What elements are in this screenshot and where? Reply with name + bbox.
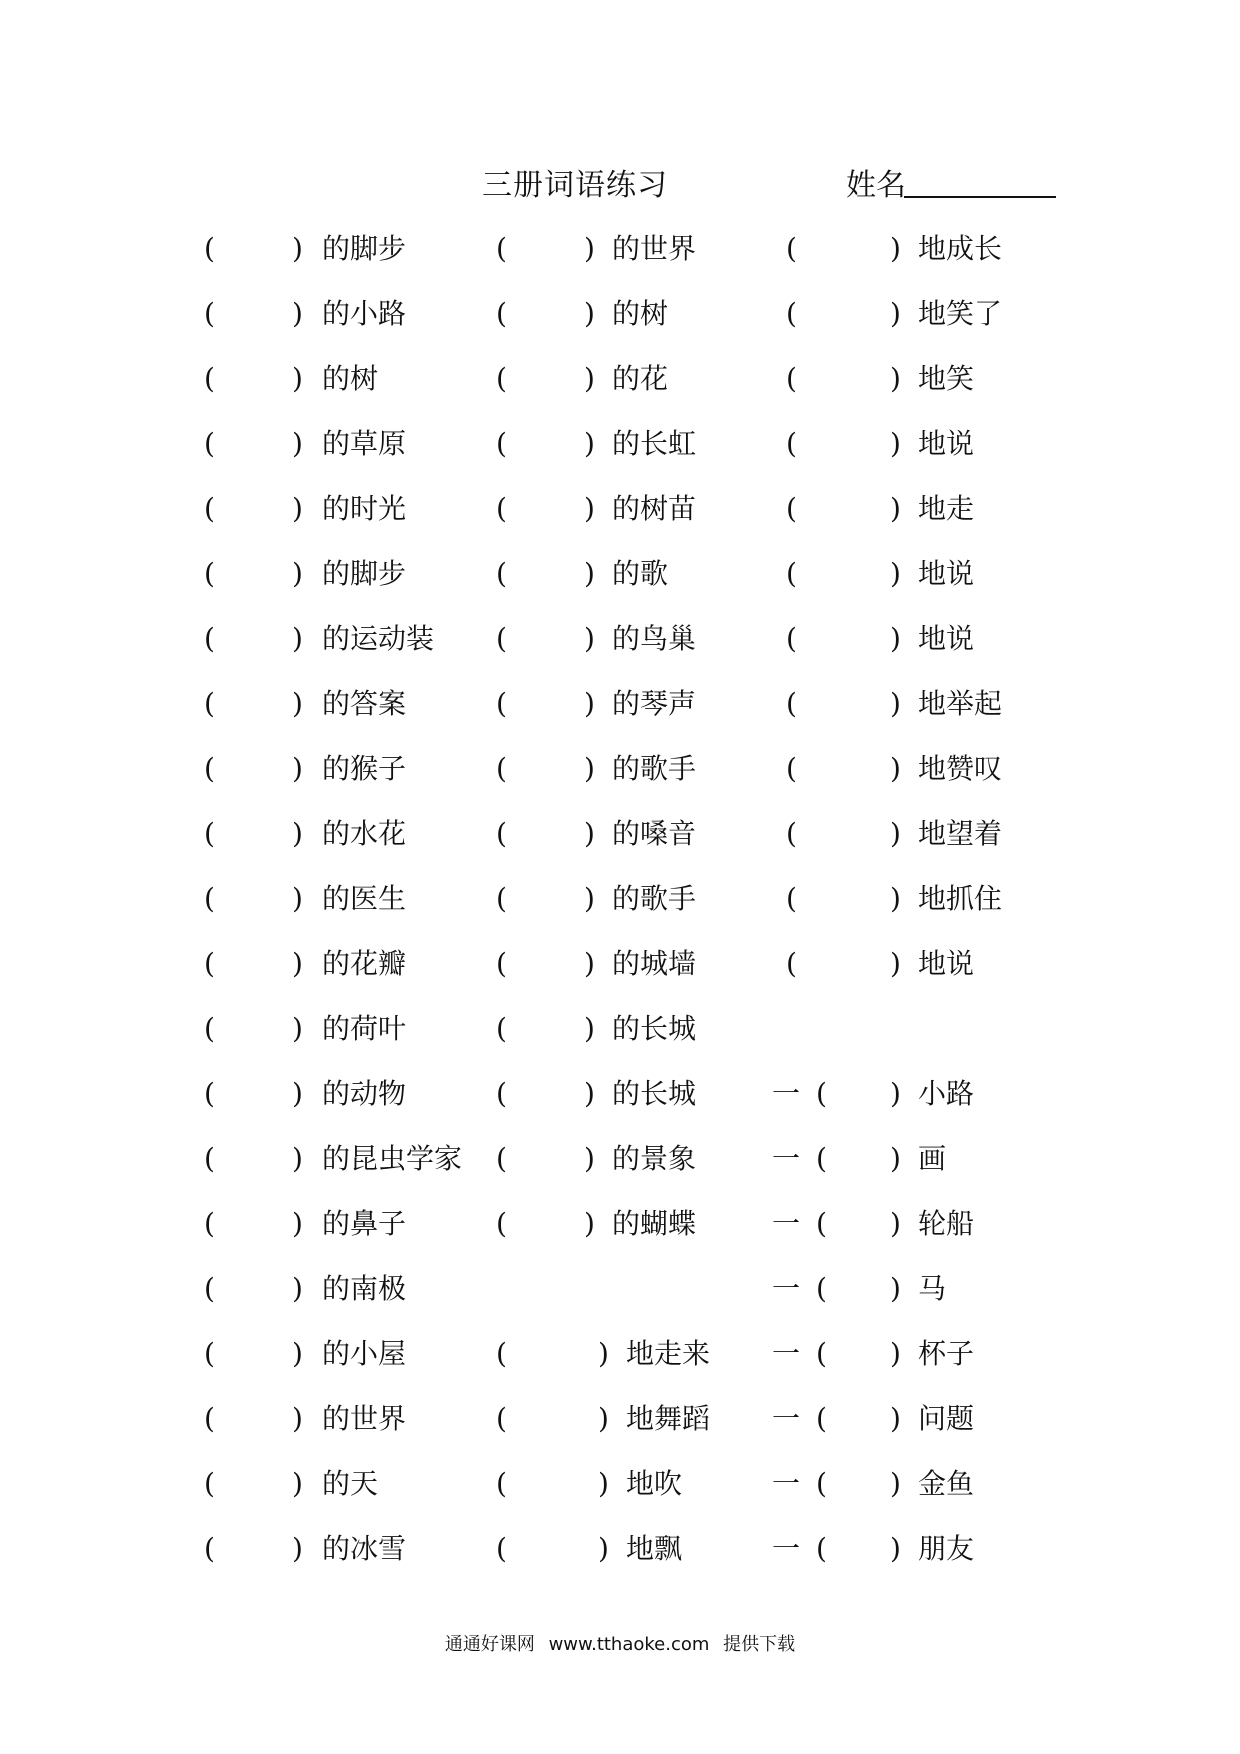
column1-word: 的小路 [322,297,407,330]
close-paren: ) [890,557,901,590]
answer-blank[interactable] [514,229,580,269]
close-paren: ) [584,947,595,980]
answer-blank[interactable] [514,749,580,789]
exercise-row [0,879,1240,919]
yi-prefix: 一 [772,1467,801,1500]
open-paren: ( [496,1467,507,1500]
close-paren: ) [890,817,901,850]
exercise-row [0,619,1240,659]
column3-word: 地说 [918,947,975,980]
open-paren: ( [204,1402,215,1435]
open-paren: ( [496,362,507,395]
close-paren: ) [292,1142,303,1175]
exercise-row [0,814,1240,854]
column3-word: 地成长 [918,232,1003,265]
open-paren: ( [496,1207,507,1240]
open-paren: ( [496,622,507,655]
answer-blank[interactable] [804,814,888,854]
column1-word: 的水花 [322,817,407,850]
open-paren: ( [496,817,507,850]
open-paren: ( [204,297,215,330]
exercise-row [0,1074,1240,1114]
column1-word: 的答案 [322,687,407,720]
column1-word: 的花瓣 [322,947,407,980]
column2-word: 的世界 [612,232,697,265]
answer-blank[interactable] [804,359,888,399]
column3-word: 地望着 [918,817,1003,850]
exercise-row [0,554,1240,594]
close-paren: ) [890,297,901,330]
answer-blank[interactable] [834,1334,888,1374]
open-paren: ( [816,1532,827,1565]
answer-blank[interactable] [804,944,888,984]
close-paren: ) [292,362,303,395]
exercise-row [0,1399,1240,1439]
column2-word: 的嗓音 [612,817,697,850]
open-paren: ( [204,622,215,655]
answer-blank[interactable] [514,424,580,464]
exercise-row [0,294,1240,334]
column3-word: 地笑 [918,362,975,395]
close-paren: ) [292,1272,303,1305]
answer-blank[interactable] [222,1464,288,1504]
answer-blank[interactable] [222,1269,288,1309]
open-paren: ( [204,1272,215,1305]
column2-word: 的歌 [612,557,669,590]
answer-blank[interactable] [514,879,580,919]
answer-blank[interactable] [514,1009,580,1049]
answer-blank[interactable] [222,1139,288,1179]
close-paren: ) [890,427,901,460]
close-paren: ) [292,232,303,265]
exercise-row [0,1204,1240,1244]
answer-blank[interactable] [514,1074,580,1114]
column1-word: 的脚步 [322,232,407,265]
close-paren: ) [584,1012,595,1045]
open-paren: ( [786,427,797,460]
answer-blank[interactable] [222,424,288,464]
close-paren: ) [292,752,303,785]
open-paren: ( [204,1012,215,1045]
close-paren: ) [292,817,303,850]
answer-blank[interactable] [222,619,288,659]
open-paren: ( [496,557,507,590]
footer-site-name: 通通好课网 [444,1634,535,1655]
answer-blank[interactable] [514,619,580,659]
answer-blank[interactable] [222,489,288,529]
open-paren: ( [204,492,215,525]
column3-measure-word: 杯子 [918,1337,975,1370]
open-paren: ( [496,492,507,525]
close-paren: ) [292,1337,303,1370]
close-paren: ) [598,1532,609,1565]
column2-word: 的长城 [612,1012,697,1045]
close-paren: ) [890,1207,901,1240]
answer-blank[interactable] [804,229,888,269]
open-paren: ( [786,557,797,590]
answer-blank[interactable] [514,489,580,529]
open-paren: ( [816,1467,827,1500]
open-paren: ( [204,1207,215,1240]
page-title: 三册词语练习 [482,168,668,203]
open-paren: ( [786,297,797,330]
close-paren: ) [584,232,595,265]
open-paren: ( [496,297,507,330]
column2-word: 的城墙 [612,947,697,980]
column1-word: 的世界 [322,1402,407,1435]
answer-blank[interactable] [222,1074,288,1114]
close-paren: ) [890,687,901,720]
answer-blank[interactable] [222,1204,288,1244]
answer-blank[interactable] [222,1334,288,1374]
footer-url[interactable]: www.tthaoke.com [548,1634,710,1655]
close-paren: ) [292,1207,303,1240]
open-paren: ( [496,1532,507,1565]
open-paren: ( [816,1272,827,1305]
answer-blank[interactable] [804,424,888,464]
close-paren: ) [890,1337,901,1370]
column2-word: 地舞蹈 [626,1402,711,1435]
answer-blank[interactable] [804,684,888,724]
close-paren: ) [292,427,303,460]
column2-word: 的景象 [612,1142,697,1175]
open-paren: ( [204,232,215,265]
footer-suffix: 提供下载 [723,1634,796,1655]
exercise-row [0,1269,1240,1309]
close-paren: ) [890,232,901,265]
close-paren: ) [584,1142,595,1175]
close-paren: ) [890,947,901,980]
open-paren: ( [204,1467,215,1500]
column2-word: 的树 [612,297,669,330]
answer-blank[interactable] [222,749,288,789]
close-paren: ) [292,622,303,655]
open-paren: ( [496,687,507,720]
open-paren: ( [496,1077,507,1110]
close-paren: ) [584,752,595,785]
answer-blank[interactable] [222,944,288,984]
column3-word: 地赞叹 [918,752,1003,785]
answer-blank[interactable] [222,294,288,334]
open-paren: ( [786,882,797,915]
answer-blank[interactable] [834,1529,888,1569]
column2-word: 的蝴蝶 [612,1207,697,1240]
close-paren: ) [292,297,303,330]
close-paren: ) [890,1467,901,1500]
answer-blank[interactable] [804,749,888,789]
yi-prefix: 一 [772,1402,801,1435]
close-paren: ) [292,1402,303,1435]
answer-blank[interactable] [514,359,580,399]
answer-blank[interactable] [804,294,888,334]
open-paren: ( [816,1077,827,1110]
column1-word: 的昆虫学家 [322,1142,463,1175]
answer-blank[interactable] [514,814,580,854]
open-paren: ( [496,1142,507,1175]
column3-word: 地说 [918,557,975,590]
open-paren: ( [496,1337,507,1370]
column3-measure-word: 马 [918,1272,947,1305]
open-paren: ( [204,362,215,395]
answer-blank[interactable] [834,1399,888,1439]
open-paren: ( [786,232,797,265]
answer-blank[interactable] [804,879,888,919]
close-paren: ) [584,622,595,655]
exercise-row [0,424,1240,464]
open-paren: ( [786,622,797,655]
open-paren: ( [204,947,215,980]
name-blank-line[interactable] [904,196,1056,198]
open-paren: ( [204,882,215,915]
exercise-row [0,749,1240,789]
column2-word: 的鸟巢 [612,622,697,655]
open-paren: ( [204,817,215,850]
close-paren: ) [292,882,303,915]
column3-measure-word: 画 [918,1142,947,1175]
open-paren: ( [204,557,215,590]
column1-word: 的动物 [322,1077,407,1110]
column1-word: 的南极 [322,1272,407,1305]
answer-blank[interactable] [222,684,288,724]
open-paren: ( [786,817,797,850]
close-paren: ) [584,557,595,590]
yi-prefix: 一 [772,1272,801,1305]
open-paren: ( [786,362,797,395]
column3-word: 地说 [918,427,975,460]
column1-word: 的时光 [322,492,407,525]
answer-blank[interactable] [514,554,580,594]
column1-word: 的运动装 [322,622,435,655]
column1-word: 的荷叶 [322,1012,407,1045]
column1-word: 的医生 [322,882,407,915]
open-paren: ( [204,427,215,460]
close-paren: ) [584,882,595,915]
answer-blank[interactable] [222,1529,288,1569]
close-paren: ) [584,492,595,525]
column1-word: 的猴子 [322,752,407,785]
close-paren: ) [292,1012,303,1045]
column2-word: 地吹 [626,1467,683,1500]
close-paren: ) [292,1467,303,1500]
column1-word: 的脚步 [322,557,407,590]
answer-blank[interactable] [834,1269,888,1309]
close-paren: ) [292,557,303,590]
yi-prefix: 一 [772,1532,801,1565]
column3-measure-word: 朋友 [918,1532,975,1565]
answer-blank[interactable] [222,229,288,269]
close-paren: ) [292,687,303,720]
open-paren: ( [496,882,507,915]
column2-word: 的长城 [612,1077,697,1110]
exercise-row [0,1009,1240,1049]
close-paren: ) [890,1532,901,1565]
answer-blank[interactable] [834,1464,888,1504]
close-paren: ) [890,1402,901,1435]
answer-blank[interactable] [514,1464,594,1504]
close-paren: ) [890,492,901,525]
column2-word: 的树苗 [612,492,697,525]
open-paren: ( [204,1142,215,1175]
open-paren: ( [786,687,797,720]
answer-blank[interactable] [222,1399,288,1439]
exercise-row [0,359,1240,399]
answer-blank[interactable] [222,879,288,919]
answer-blank[interactable] [804,554,888,594]
close-paren: ) [890,752,901,785]
yi-prefix: 一 [772,1142,801,1175]
close-paren: ) [890,1077,901,1110]
column3-measure-word: 金鱼 [918,1467,975,1500]
open-paren: ( [816,1207,827,1240]
open-paren: ( [496,1012,507,1045]
open-paren: ( [204,752,215,785]
answer-blank[interactable] [514,1334,594,1374]
exercise-row [0,489,1240,529]
open-paren: ( [204,1337,215,1370]
answer-blank[interactable] [222,554,288,594]
column3-word: 地说 [918,622,975,655]
answer-blank[interactable] [514,944,580,984]
close-paren: ) [292,1532,303,1565]
answer-blank[interactable] [222,1009,288,1049]
answer-blank[interactable] [834,1074,888,1114]
close-paren: ) [292,947,303,980]
answer-blank[interactable] [834,1204,888,1244]
column3-measure-word: 轮船 [918,1207,975,1240]
close-paren: ) [598,1402,609,1435]
column2-word: 地飘 [626,1532,683,1565]
answer-blank[interactable] [514,294,580,334]
column1-word: 的天 [322,1467,379,1500]
close-paren: ) [584,817,595,850]
column1-word: 的鼻子 [322,1207,407,1240]
open-paren: ( [496,947,507,980]
yi-prefix: 一 [772,1337,801,1370]
column2-word: 的琴声 [612,687,697,720]
column3-measure-word: 小路 [918,1077,975,1110]
open-paren: ( [204,1077,215,1110]
close-paren: ) [890,1272,901,1305]
answer-blank[interactable] [514,1139,580,1179]
close-paren: ) [584,427,595,460]
exercise-row [0,944,1240,984]
exercise-row [0,1529,1240,1569]
close-paren: ) [584,1077,595,1110]
open-paren: ( [204,1532,215,1565]
column2-word: 的歌手 [612,752,697,785]
close-paren: ) [584,297,595,330]
yi-prefix: 一 [772,1077,801,1110]
answer-blank[interactable] [514,1399,594,1439]
answer-blank[interactable] [514,684,580,724]
exercise-row [0,1334,1240,1374]
close-paren: ) [890,1142,901,1175]
footer [0,1630,1240,1656]
column3-word: 地抓住 [918,882,1003,915]
exercise-row [0,1464,1240,1504]
column2-word: 地走来 [626,1337,711,1370]
close-paren: ) [598,1467,609,1500]
close-paren: ) [890,882,901,915]
close-paren: ) [292,492,303,525]
close-paren: ) [584,687,595,720]
open-paren: ( [816,1142,827,1175]
close-paren: ) [584,362,595,395]
exercise-row [0,229,1240,269]
answer-blank[interactable] [222,359,288,399]
answer-blank[interactable] [222,814,288,854]
answer-blank[interactable] [804,489,888,529]
answer-blank[interactable] [514,1204,580,1244]
close-paren: ) [584,1207,595,1240]
column1-word: 的草原 [322,427,407,460]
exercise-row [0,684,1240,724]
open-paren: ( [496,232,507,265]
column1-word: 的树 [322,362,379,395]
answer-blank[interactable] [514,1529,594,1569]
close-paren: ) [598,1337,609,1370]
close-paren: ) [890,362,901,395]
column1-word: 的冰雪 [322,1532,407,1565]
name-label: 姓名 [846,168,906,203]
open-paren: ( [204,687,215,720]
open-paren: ( [816,1402,827,1435]
column2-word: 的歌手 [612,882,697,915]
answer-blank[interactable] [804,619,888,659]
column2-word: 的花 [612,362,669,395]
answer-blank[interactable] [834,1139,888,1179]
column3-word: 地举起 [918,687,1003,720]
open-paren: ( [496,752,507,785]
column3-word: 地笑了 [918,297,1003,330]
open-paren: ( [496,427,507,460]
open-paren: ( [786,492,797,525]
open-paren: ( [786,947,797,980]
exercise-row [0,1139,1240,1179]
open-paren: ( [816,1337,827,1370]
column3-word: 地走 [918,492,975,525]
open-paren: ( [496,1402,507,1435]
close-paren: ) [890,622,901,655]
column2-word: 的长虹 [612,427,697,460]
column3-measure-word: 问题 [918,1402,975,1435]
column1-word: 的小屋 [322,1337,407,1370]
yi-prefix: 一 [772,1207,801,1240]
close-paren: ) [292,1077,303,1110]
open-paren: ( [786,752,797,785]
